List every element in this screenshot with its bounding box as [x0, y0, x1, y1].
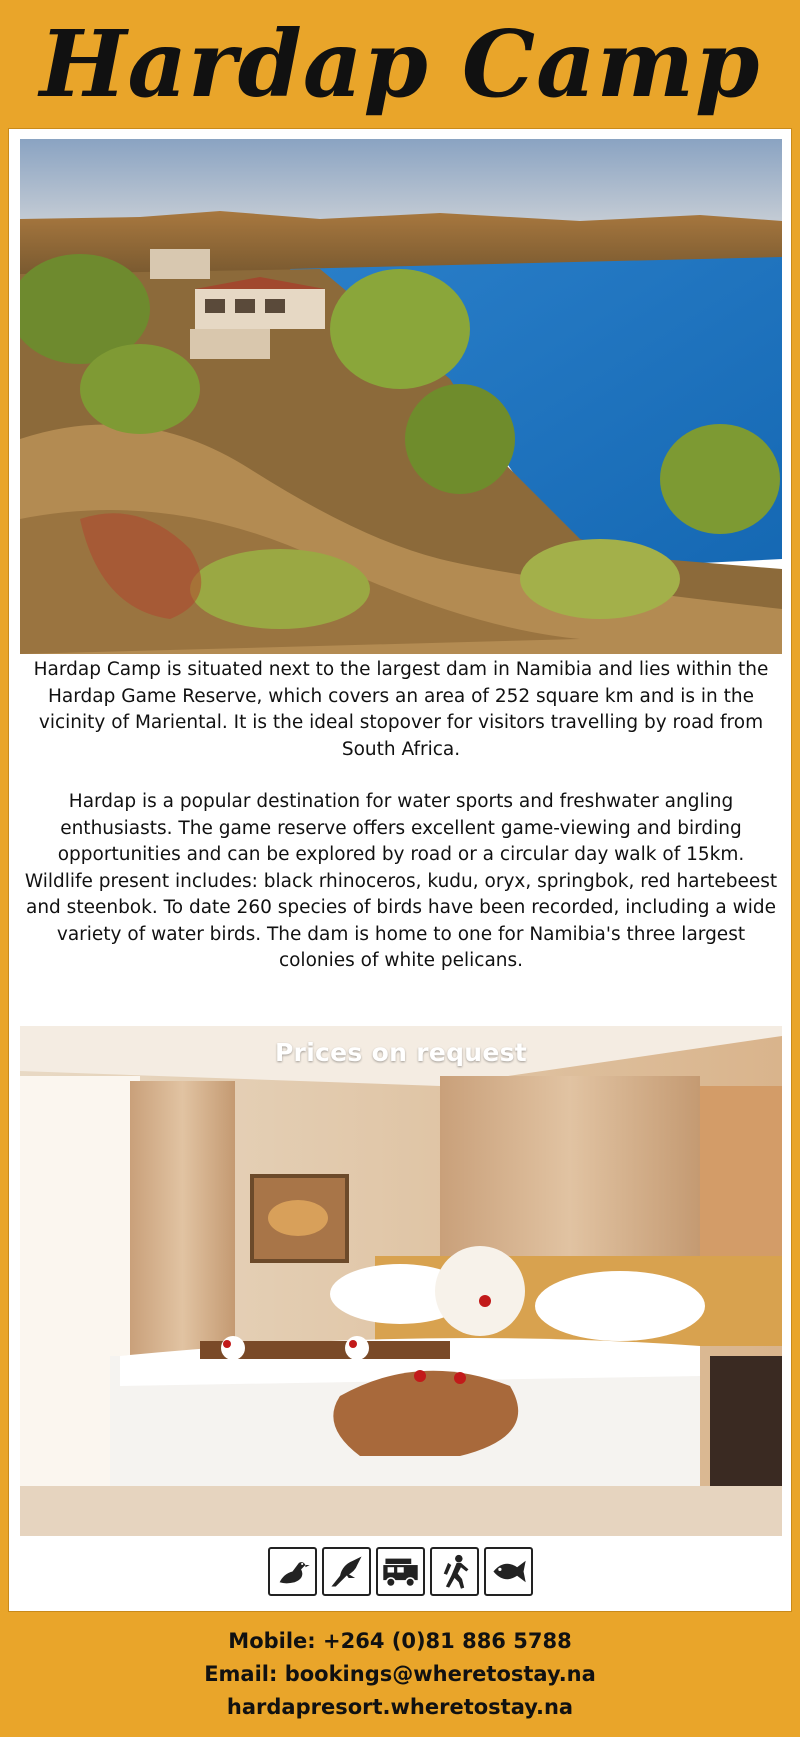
- game-drive-vehicle-icon: [376, 1547, 425, 1596]
- contact-email[interactable]: Email: bookings@wheretostay.na: [204, 1662, 596, 1686]
- title-band: [0, 0, 800, 128]
- page-title: Hardap Camp: [39, 10, 761, 118]
- bird-icon: [268, 1547, 317, 1596]
- content-panel: [8, 128, 792, 1612]
- contact-mobile: Mobile: +264 (0)81 886 5788: [228, 1629, 572, 1653]
- description-paragraph-1: Hardap Camp is situated next to the largest dam in Namibia and lies within the Hardap Game Reserve, which covers an area of 252 square km and is in the vicinity of Mariental. It is the ideal stopover for visitors travelling by road from South Africa.: [33, 659, 769, 760]
- description: [21, 657, 781, 1022]
- dam-landscape-photo: [20, 139, 782, 654]
- contact-info: [0, 1612, 800, 1737]
- hiking-icon: [430, 1547, 479, 1596]
- bedroom-photo: [20, 1026, 782, 1536]
- prices-on-request-label: Prices on request: [274, 1038, 528, 1067]
- bird-flying-icon: [322, 1547, 371, 1596]
- description-paragraph-2: Hardap is a popular destination for water sports and freshwater angling enthusiasts. The game reserve offers excellent game-viewing and birding opportunities and can be explored by road or a circular day walk of 15km. Wildlife present includes: black rhinoceros, kudu, oryx, springbok, red hartebeest and steenbok. To date 260 species of birds have been recorded, including a wide variety of water birds. The dam is home to one for Namibia's three largest colonies of white pelicans.: [24, 791, 778, 971]
- contact-website[interactable]: hardapresort.wheretostay.na: [226, 1695, 574, 1719]
- activity-icons: [9, 1547, 791, 1596]
- fish-icon: [484, 1547, 533, 1596]
